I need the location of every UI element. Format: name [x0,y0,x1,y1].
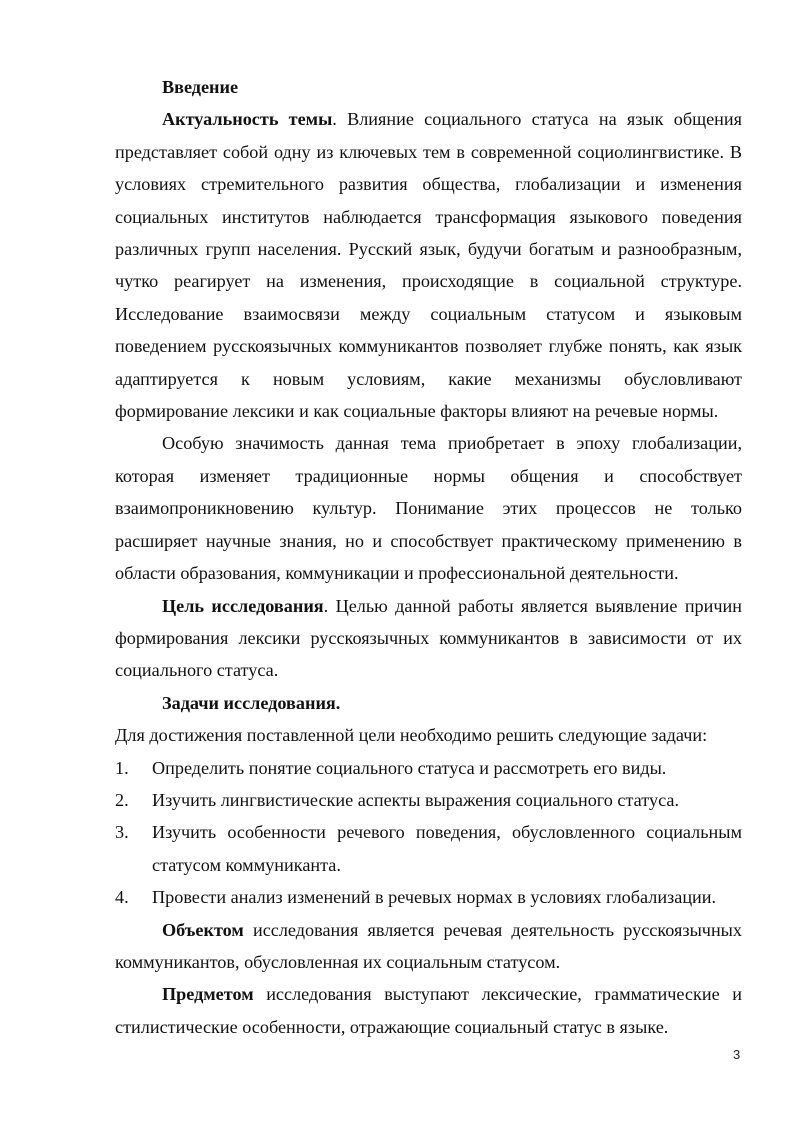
relevance-text: . Влияние социального статуса на язык общения представляет собой одну из ключевых тем в современной социолингвистике. В условиях стремительного развития общества, глобализации и изменения социальных институтов наблюдается трансформация языкового поведения различных групп населения. Русский язык, будучи богатым и разнообразным, чутко реагирует на изменения, происходящие в социальной структуре. Исследование взаимосвязи между социальным статусом и языковым поведением русскоязычных коммуникантов позволяет глубже понять, как язык адаптируется к новым условиям, какие механизмы обусловливают формирование лексики и как социальные факторы влияют на речевые нормы. [115,109,742,422]
subject-paragraph [115,978,742,1043]
object-text: исследования является речевая деятельность русскоязычных коммуникантов, обусловленная их социальным статусом. [115,919,742,972]
subject-text: исследования выступают лексические, грамматические и стилистические особенности, отражающие социальный статус в языке. [115,984,742,1037]
task-item [115,816,742,881]
task-number: 2. [115,789,129,810]
relevance-paragraph [115,103,742,427]
goal-term: Цель исследования [162,595,324,616]
task-text: Изучить лингвистические аспекты выражения социального статуса. [152,789,679,810]
task-number: 3. [115,822,129,843]
task-number: 4. [115,887,129,908]
tasks-heading: Задачи исследования. [162,692,341,713]
task-text: Изучить особенности речевого поведения, обусловленного социальным статусом коммуниканта. [152,822,742,875]
task-text: Провести анализ изменений в речевых нормах в условиях глобализации. [152,887,717,908]
page-number: 3 [733,1047,741,1062]
task-number: 1. [115,757,129,778]
document-body [115,71,742,1043]
task-item [115,752,742,784]
task-item [115,881,742,913]
subject-term: Предметом [162,984,254,1005]
goal-text: . Целью данной работы является выявление причин формирования лексики русскоязычных коммуникантов в зависимости от их социального статуса. [115,595,742,681]
tasks-intro: Для достижения поставленной цели необходимо решить следующие задачи: [115,725,708,746]
tasks-list [115,752,742,914]
significance-paragraph: Особую значимость данная тема приобретает в эпоху глобализации, которая изменяет традиционные нормы общения и способствует взаимопроникновению культур. Понимание этих процессов не только расширяет научные знания, но и способствует практическому применению в области образования, коммуникации и профессиональной деятельности. [115,433,742,584]
section-heading: Введение [162,77,239,97]
task-item [115,784,742,816]
goal-paragraph [115,590,742,687]
relevance-term: Актуальность темы [162,109,333,130]
task-text: Определить понятие социального статуса и рассмотреть его виды. [152,757,667,778]
object-term: Объектом [162,919,244,940]
object-paragraph [115,914,742,979]
